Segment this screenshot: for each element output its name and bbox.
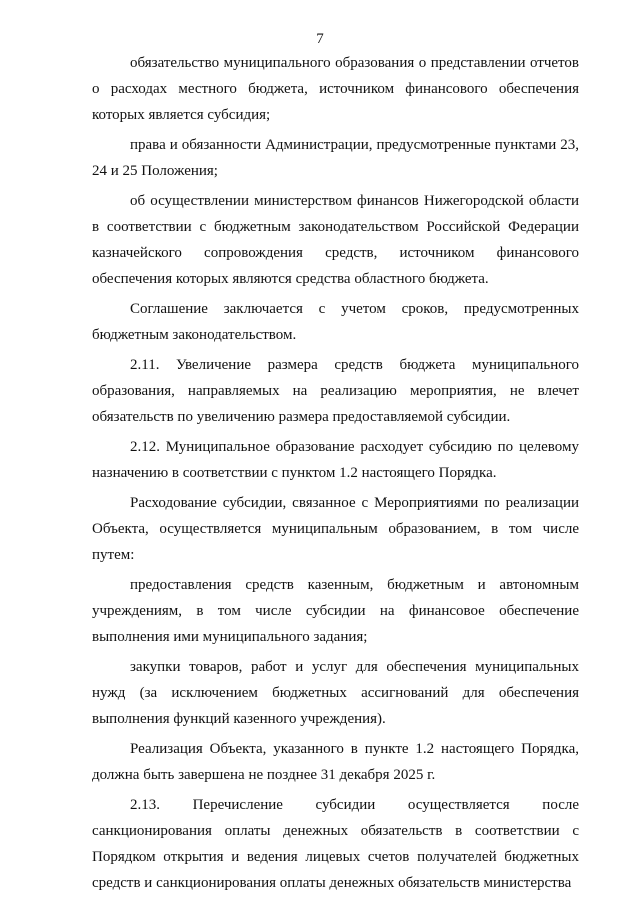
paragraph-treasury-support: об осуществлении министерством финансов Нижегородской области в соответствии с бюджетным законодательством Российской Федерации казначейского сопровождения средств, источником финансового обеспечения которых являются средства областного бюджета. — [92, 193, 579, 287]
page-number: 7 — [316, 31, 324, 47]
paragraph-2-12: 2.12. Муниципальное образование расходует субсидию по целевому назначению в соответствии с пунктом 1.2 настоящего Порядка. — [92, 439, 579, 481]
paragraph-administration-rights: права и обязанности Администрации, предусмотренные пунктами 23, 24 и 25 Положения; — [92, 137, 579, 179]
paragraph-obligation-reports: обязательство муниципального образования о представлении отчетов о расходах местного бюджета, источником финансового обеспечения которых является субсидия; — [92, 55, 579, 123]
document-body — [92, 50, 579, 896]
paragraph-institution-funding: предоставления средств казенным, бюджетным и автономным учреждениям, в том числе субсидии на финансовое обеспечение выполнения ими муниципального задания; — [92, 577, 579, 645]
paragraph-2-11: 2.11. Увеличение размера средств бюджета муниципального образования, направляемых на реализацию мероприятия, не влечет обязательств по увеличению размера предоставляемой субсидии. — [92, 357, 579, 425]
paragraph-subsidy-spending: Расходование субсидии, связанное с Мероприятиями по реализации Объекта, осуществляется муниципальным образованием, в том числе путем: — [92, 495, 579, 563]
paragraph-agreement-terms: Соглашение заключается с учетом сроков, предусмотренных бюджетным законодательством. — [92, 301, 579, 343]
paragraph-2-13: 2.13. Перечисление субсидии осуществляется после санкционирования оплаты денежных обязательств в соответствии с Порядком открытия и ведения лицевых счетов получателей бюджетных средств и санкционирования оплаты денежных обязательств министерства — [92, 797, 579, 891]
paragraph-completion-deadline: Реализация Объекта, указанного в пункте 1.2 настоящего Порядка, должна быть завершена не позднее 31 декабря 2025 г. — [92, 741, 579, 783]
paragraph-procurement: закупки товаров, работ и услуг для обеспечения муниципальных нужд (за исключением бюджетных ассигнований для обеспечения выполнения функций казенного учреждения). — [92, 659, 579, 727]
